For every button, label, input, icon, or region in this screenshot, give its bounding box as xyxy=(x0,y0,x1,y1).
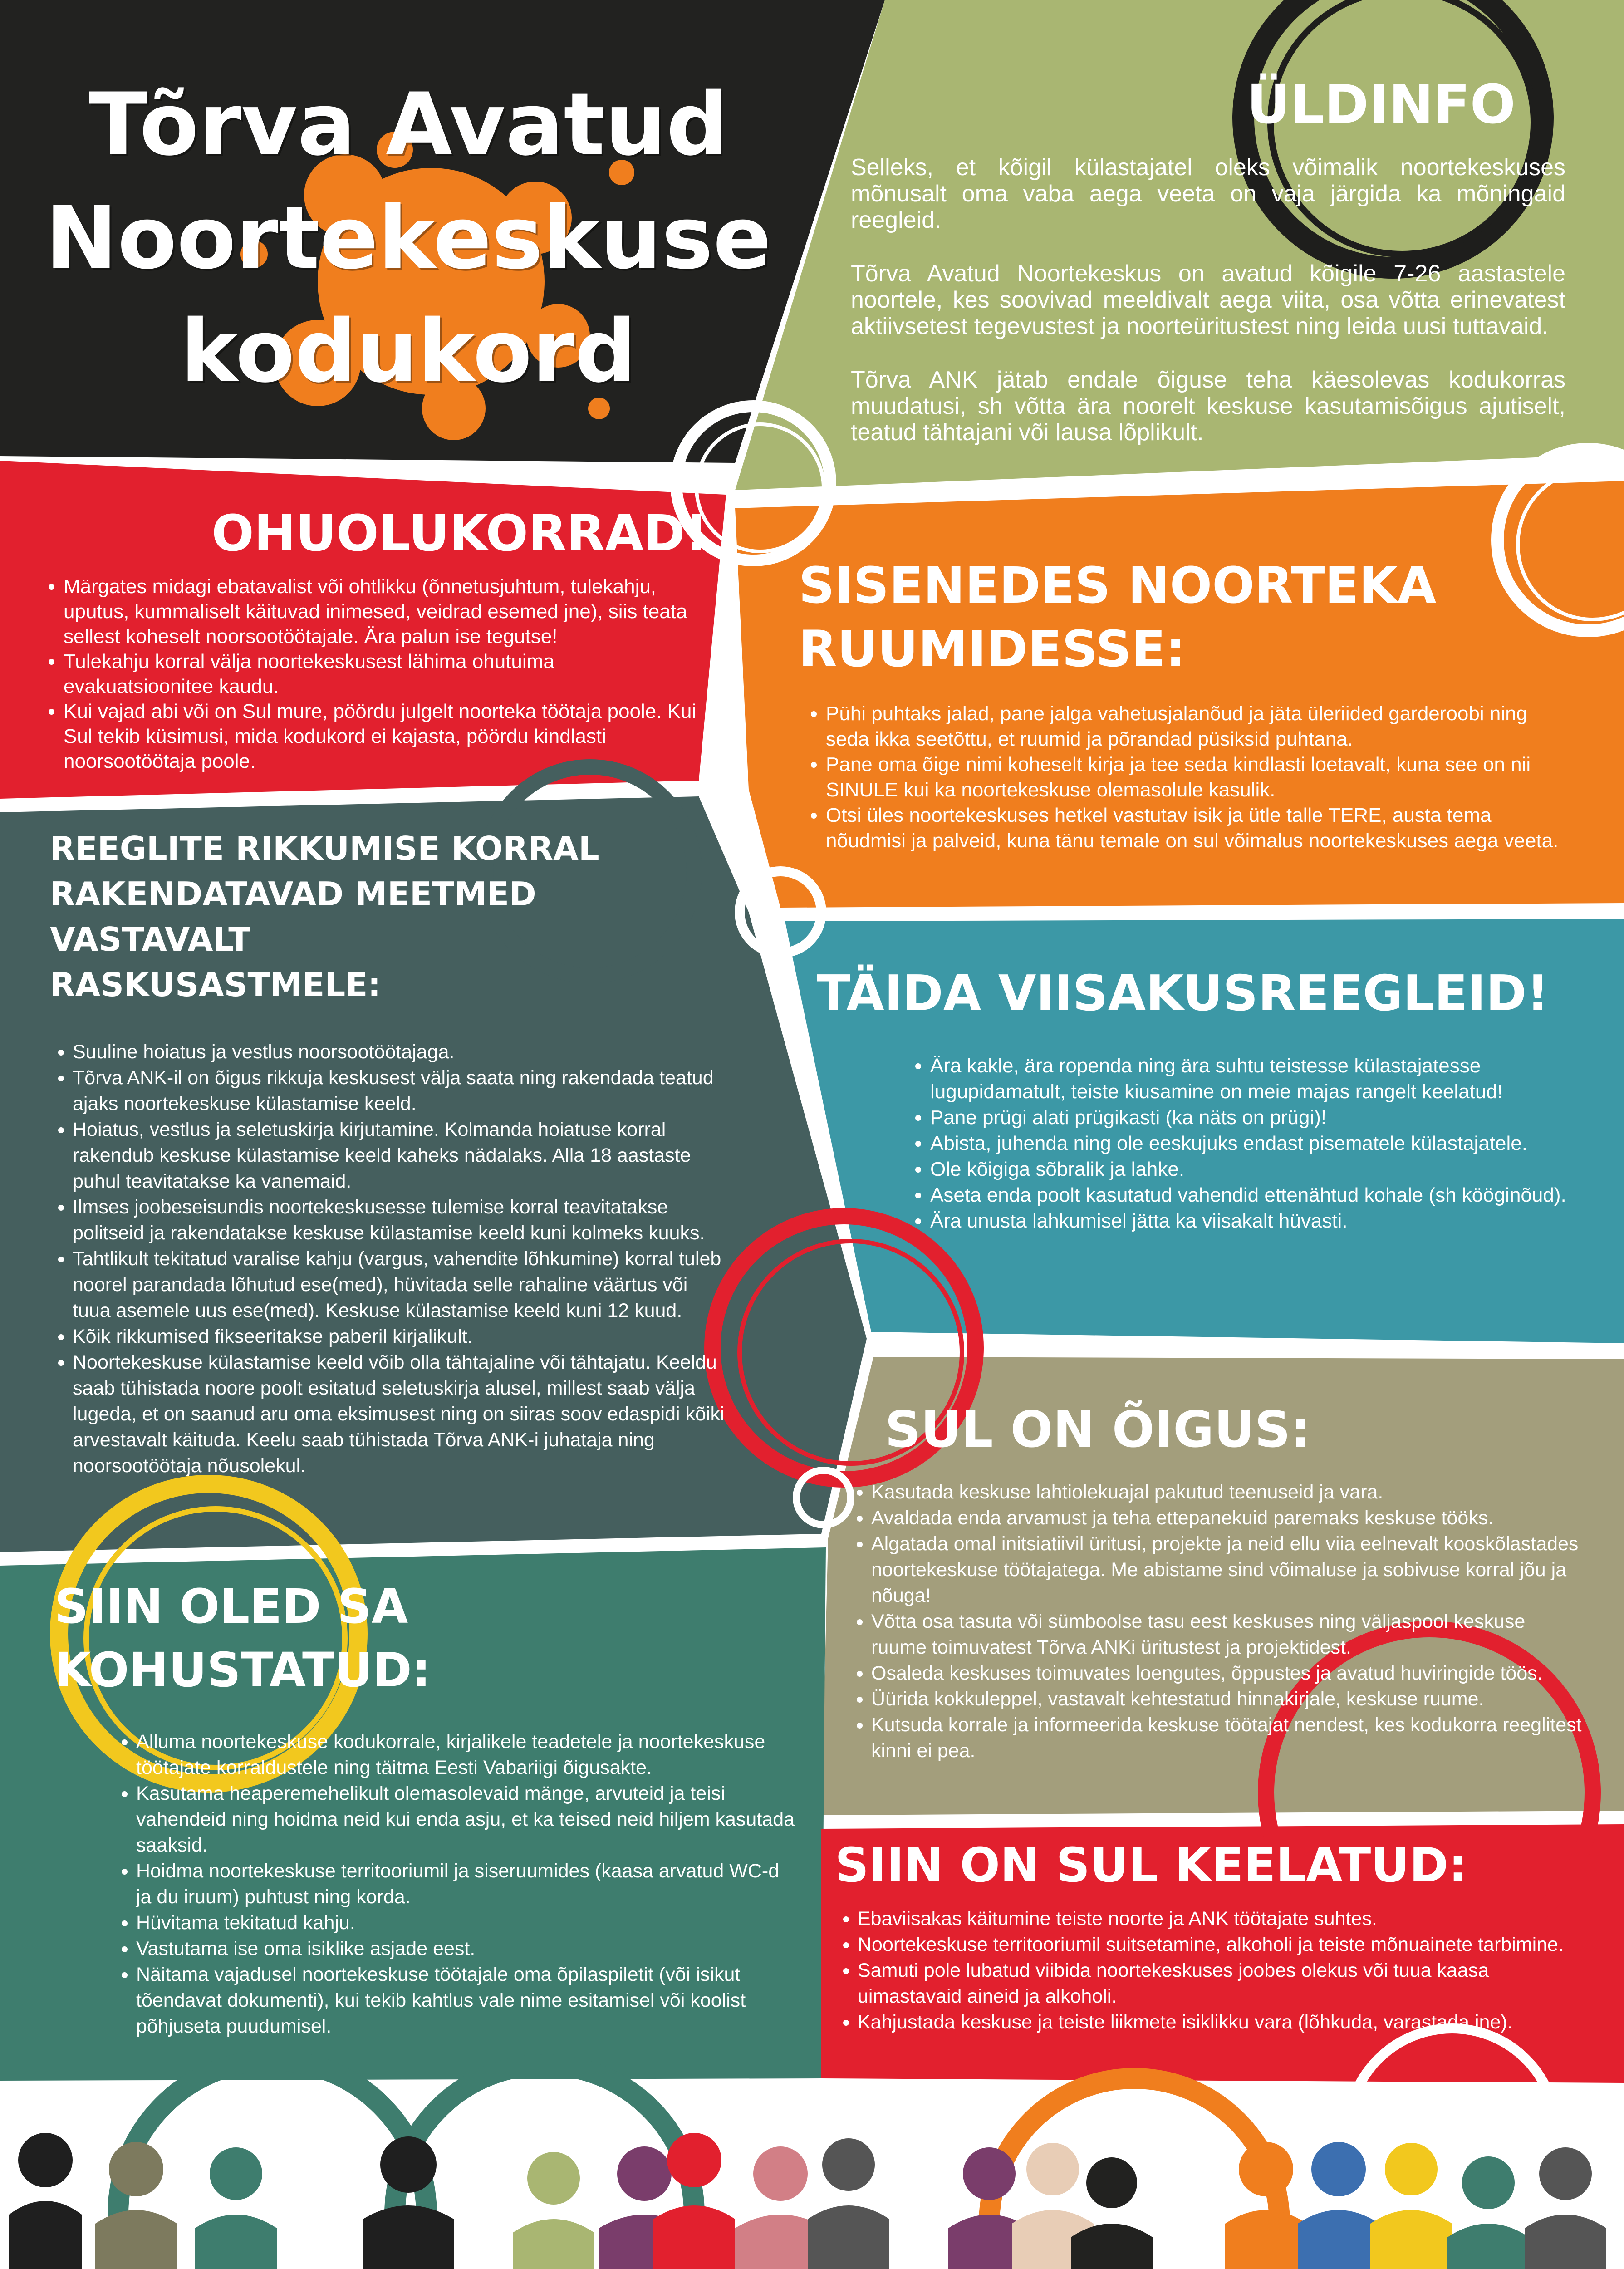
viisakus-section xyxy=(817,962,1579,1234)
list-item: • Pane prügi alati prügikasti (ka näts on prügi)! xyxy=(930,1105,1579,1130)
list-item: • Tahtlikult tekitatud varalise kahju (vargus, vahendite lõhkumine) korral tuleb noorel parandada lõhutud ese(med), hüvitada selle rahaline väärtus või tuua asemele uus ese(med). Keskuse külastamise keeld kuni 12 kuud. xyxy=(73,1246,731,1324)
list-item: • Ära kakle, ära ropenda ning ära suhtu teistesse külastajatesse lugupidamatult, teiste kiusamine on meie majas rangelt keelatud! xyxy=(930,1053,1579,1105)
list-item: • Algatada omal initsiatiivil üritusi, projekte ja neid ellu viia eelnevalt kooskõlastades noortekeskuse töötajatega. Me abistame sind võimaluse ja sobivuse korral jõu ja nõuga! xyxy=(871,1531,1584,1609)
meetmed-heading-line-2: RAKENDATAVAD MEETMED VASTAVALT xyxy=(50,875,536,958)
list-item: • Hoidma noortekeskuse territooriumil ja siseruumides (kaasa arvatud WC-d ja du iruum) puhtust ning korda. xyxy=(136,1858,799,1910)
list-item: • Üürida kokkuleppel, vastavalt kehtestatud hinnakirjale, keskuse ruume. xyxy=(871,1686,1584,1712)
list-item: • Noortekeskuse territooriumil suitsetamine, alkoholi ja teiste mõnuainete tarbimine. xyxy=(858,1932,1584,1958)
list-item: • Samuti pole lubatud viibida noortekeskuses joobes olekus või tuua kaasa uimastavaid aineid ja alkoholi. xyxy=(858,1958,1584,2009)
list-item: • Hüvitama tekitatud kahju. xyxy=(136,1910,799,1936)
list-item: • Kõik rikkumised fikseeritakse paberil kirjalikult. xyxy=(73,1324,731,1350)
meetmed-heading-line-3: RASKUSASTMELE: xyxy=(50,966,381,1004)
list-item: • Ilmses joobeseisundis noortekeskusesse tulemise korral teavitatakse politseid ja rakendatakse keskuse külastamise keeld kuni kolmeks kuuks. xyxy=(73,1194,731,1246)
title-line-2: Noortekeskuse xyxy=(45,188,772,288)
list-item: • Otsi üles noortekeskuses hetkel vastutav isik ja ütle talle TERE, austa tema nõudmisi ja palveid, kuna tänu temale on sul võimalus noortekeskuses aega veeta. xyxy=(826,803,1570,854)
list-item: • Kasutada keskuse lahtiolekuajal pakutud teenuseid ja vara. xyxy=(871,1479,1584,1505)
list-item: • Noortekeskuse külastamise keeld võib olla tähtajaline või tähtajatu. Keeldu saab tühistada noore poolt esitatud seletuskirja alusel, millest saab välja lugeda, et on saanud aru oma eksimusest ning on siiras soov edaspidi kõiki arvestavalt käituda. Keelu saab tühistada Tõrva ANK-i juhataja ning noorsootöötaja nõusolekul. xyxy=(73,1350,731,1479)
uldinfo-paragraph: Tõrva ANK jätab endale õiguse teha käesolevas kodukorras muudatusi, sh võtta ära noorelt keskuse kasutamisõigus ajutiselt, teatud tähtajani või lausa lõplikult. xyxy=(851,367,1565,446)
list-item: • Pühi puhtaks jalad, pane jalga vahetusjalanõud ja jäta üleriided garderoobi ning seda ikka seetõttu, et ruumid ja põrandad püsiksid puhtana. xyxy=(826,701,1570,752)
list-item: • Kui vajad abi või on Sul mure, pöördu julgelt noorteka töötaja poole. Kui Sul tekib küsimusi, mida kodukord ei kajasta, pöördu kindlasti noorsootöötaja poole. xyxy=(64,699,708,774)
keelatud-section xyxy=(835,1833,1584,2035)
meetmed-heading-line-1: REEGLITE RIKKUMISE KORRAL xyxy=(50,830,599,868)
list-item: • Võtta osa tasuta või sümboolse tasu eest keskuses ning väljaspool keskuse ruume toimuvatest Tõrva ANKi üritustest ja projektidest. xyxy=(871,1609,1584,1660)
list-item: • Tõrva ANK-il on õigus rikkuja keskusest välja saata ning rakendada teatud ajaks noortekeskuse külastamise keeld. xyxy=(73,1065,731,1117)
list-item: • Aseta enda poolt kasutatud vahendid ettenähtud kohale (sh kööginõud). xyxy=(930,1182,1579,1208)
uldinfo-heading: ÜLDINFO xyxy=(1246,73,1516,136)
list-item: • Ole kõigiga sõbralik ja lahke. xyxy=(930,1156,1579,1182)
sisenedes-section xyxy=(799,554,1570,854)
ohuolukorrad-section xyxy=(36,501,708,774)
list-item: • Märgates midagi ebatavalist või ohtlikku (õnnetusjuhtum, tulekahju, uputus, kummaliselt käituvad inimesed, veidrad esemed jne), siis teata sellest koheselt noorsootöötajale. Ära palun ise tegutse! xyxy=(64,574,708,649)
list-item: • Pane oma õige nimi koheselt kirja ja tee seda kindlasti loetavalt, kuna see on nii SINULE kui ka noortekeskuse olemasolule kasulik. xyxy=(826,752,1570,803)
list-item: • Avaldada enda arvamust ja teha ettepanekuid paremaks keskuse tööks. xyxy=(871,1505,1584,1531)
title-line-3: kodukord xyxy=(180,301,637,402)
ohuolukorrad-heading: OHUOLUKORRAD! xyxy=(211,504,708,562)
list-item: • Kasutama heaperemehelikult olemasolevaid mänge, arvuteid ja teisi vahendeid ning hoidma neid kui enda asju, et ka teised neid hiljem kasutada saaksid. xyxy=(136,1781,799,1858)
viisakus-heading: TÄIDA VIISAKUSREEGLEID! xyxy=(817,965,1549,1022)
keelatud-heading: SIIN ON SUL KEELATUD: xyxy=(835,1837,1467,1893)
oigus-heading: SUL ON ÕIGUS: xyxy=(885,1400,1311,1459)
list-item: • Ebaviisakas käitumine teiste noorte ja ANK töötajate suhtes. xyxy=(858,1906,1584,1932)
page-title xyxy=(0,68,817,408)
kohustatud-section xyxy=(54,1575,799,2039)
list-item: • Alluma noortekeskuse kodukorrale, kirjalikele teadetele ja noortekeskuse töötajate korraldustele ning täitma Eesti Vabariigi õigusakte. xyxy=(136,1729,799,1781)
sisenedes-heading-line-2: RUUMIDESSE: xyxy=(799,620,1186,678)
oigus-section xyxy=(849,1398,1584,1764)
list-item: • Tulekahju korral välja noortekeskusest lähima ohutuima evakuatsioonitee kaudu. xyxy=(64,649,708,699)
uldinfo-paragraph: Selleks, et kõigil külastajatel oleks võimalik noortekeskuses mõnusalt oma vaba aega veeta on vaja järgida ka mõningaid reegleid. xyxy=(851,154,1565,233)
kohustatud-heading: SIIN OLED SA KOHUSTATUD: xyxy=(54,1579,431,1698)
sisenedes-heading-line-1: SISENEDES NOORTEKA xyxy=(799,556,1437,614)
list-item: • Kutsuda korrale ja informeerida keskuse töötajat nendest, kes kodukorra reeglitest kinni ei pea. xyxy=(871,1712,1584,1764)
list-item: • Osaleda keskuses toimuvates loengutes, õppustes ja avatud huviringide töös. xyxy=(871,1660,1584,1686)
list-item: • Suuline hoiatus ja vestlus noorsootöötajaga. xyxy=(73,1039,731,1065)
list-item: • Ära unusta lahkumisel jätta ka viisakalt hüvasti. xyxy=(930,1208,1579,1234)
list-item: • Näitama vajadusel noortekeskuse töötajale oma õpilaspiletit (või isikut tõendavat dokumenti), kui tekib kahtlus vale nime esitamisel või koolist põhjuseta puudumisel. xyxy=(136,1962,799,2039)
meetmed-section xyxy=(50,826,731,1479)
title-line-1: Tõrva Avatud xyxy=(88,74,728,175)
list-item: • Kahjustada keskuse ja teiste liikmete isiklikku vara (lõhkuda, varastada jne). xyxy=(858,2009,1584,2035)
uldinfo-section xyxy=(851,73,1565,446)
list-item: • Hoiatus, vestlus ja seletuskirja kirjutamine. Kolmanda hoiatuse korral rakendub keskuse külastamise keeld kaheks nädalaks. Alla 18 aastaste puhul teavitatakse ka vanemaid. xyxy=(73,1117,731,1194)
uldinfo-paragraph: Tõrva Avatud Noortekeskus on avatud kõigile 7-26 aastastele noortele, kes soovivad meeldivalt aega viita, osa võtta erinevatest aktiivsetest tegevustest ja noorteüritustest ning leida uusi tuttavaid. xyxy=(851,260,1565,339)
list-item: • Abista, juhenda ning ole eeskujuks endast pisematele külastajatele. xyxy=(930,1130,1579,1156)
list-item: • Vastutama ise oma isiklike asjade eest. xyxy=(136,1936,799,1962)
